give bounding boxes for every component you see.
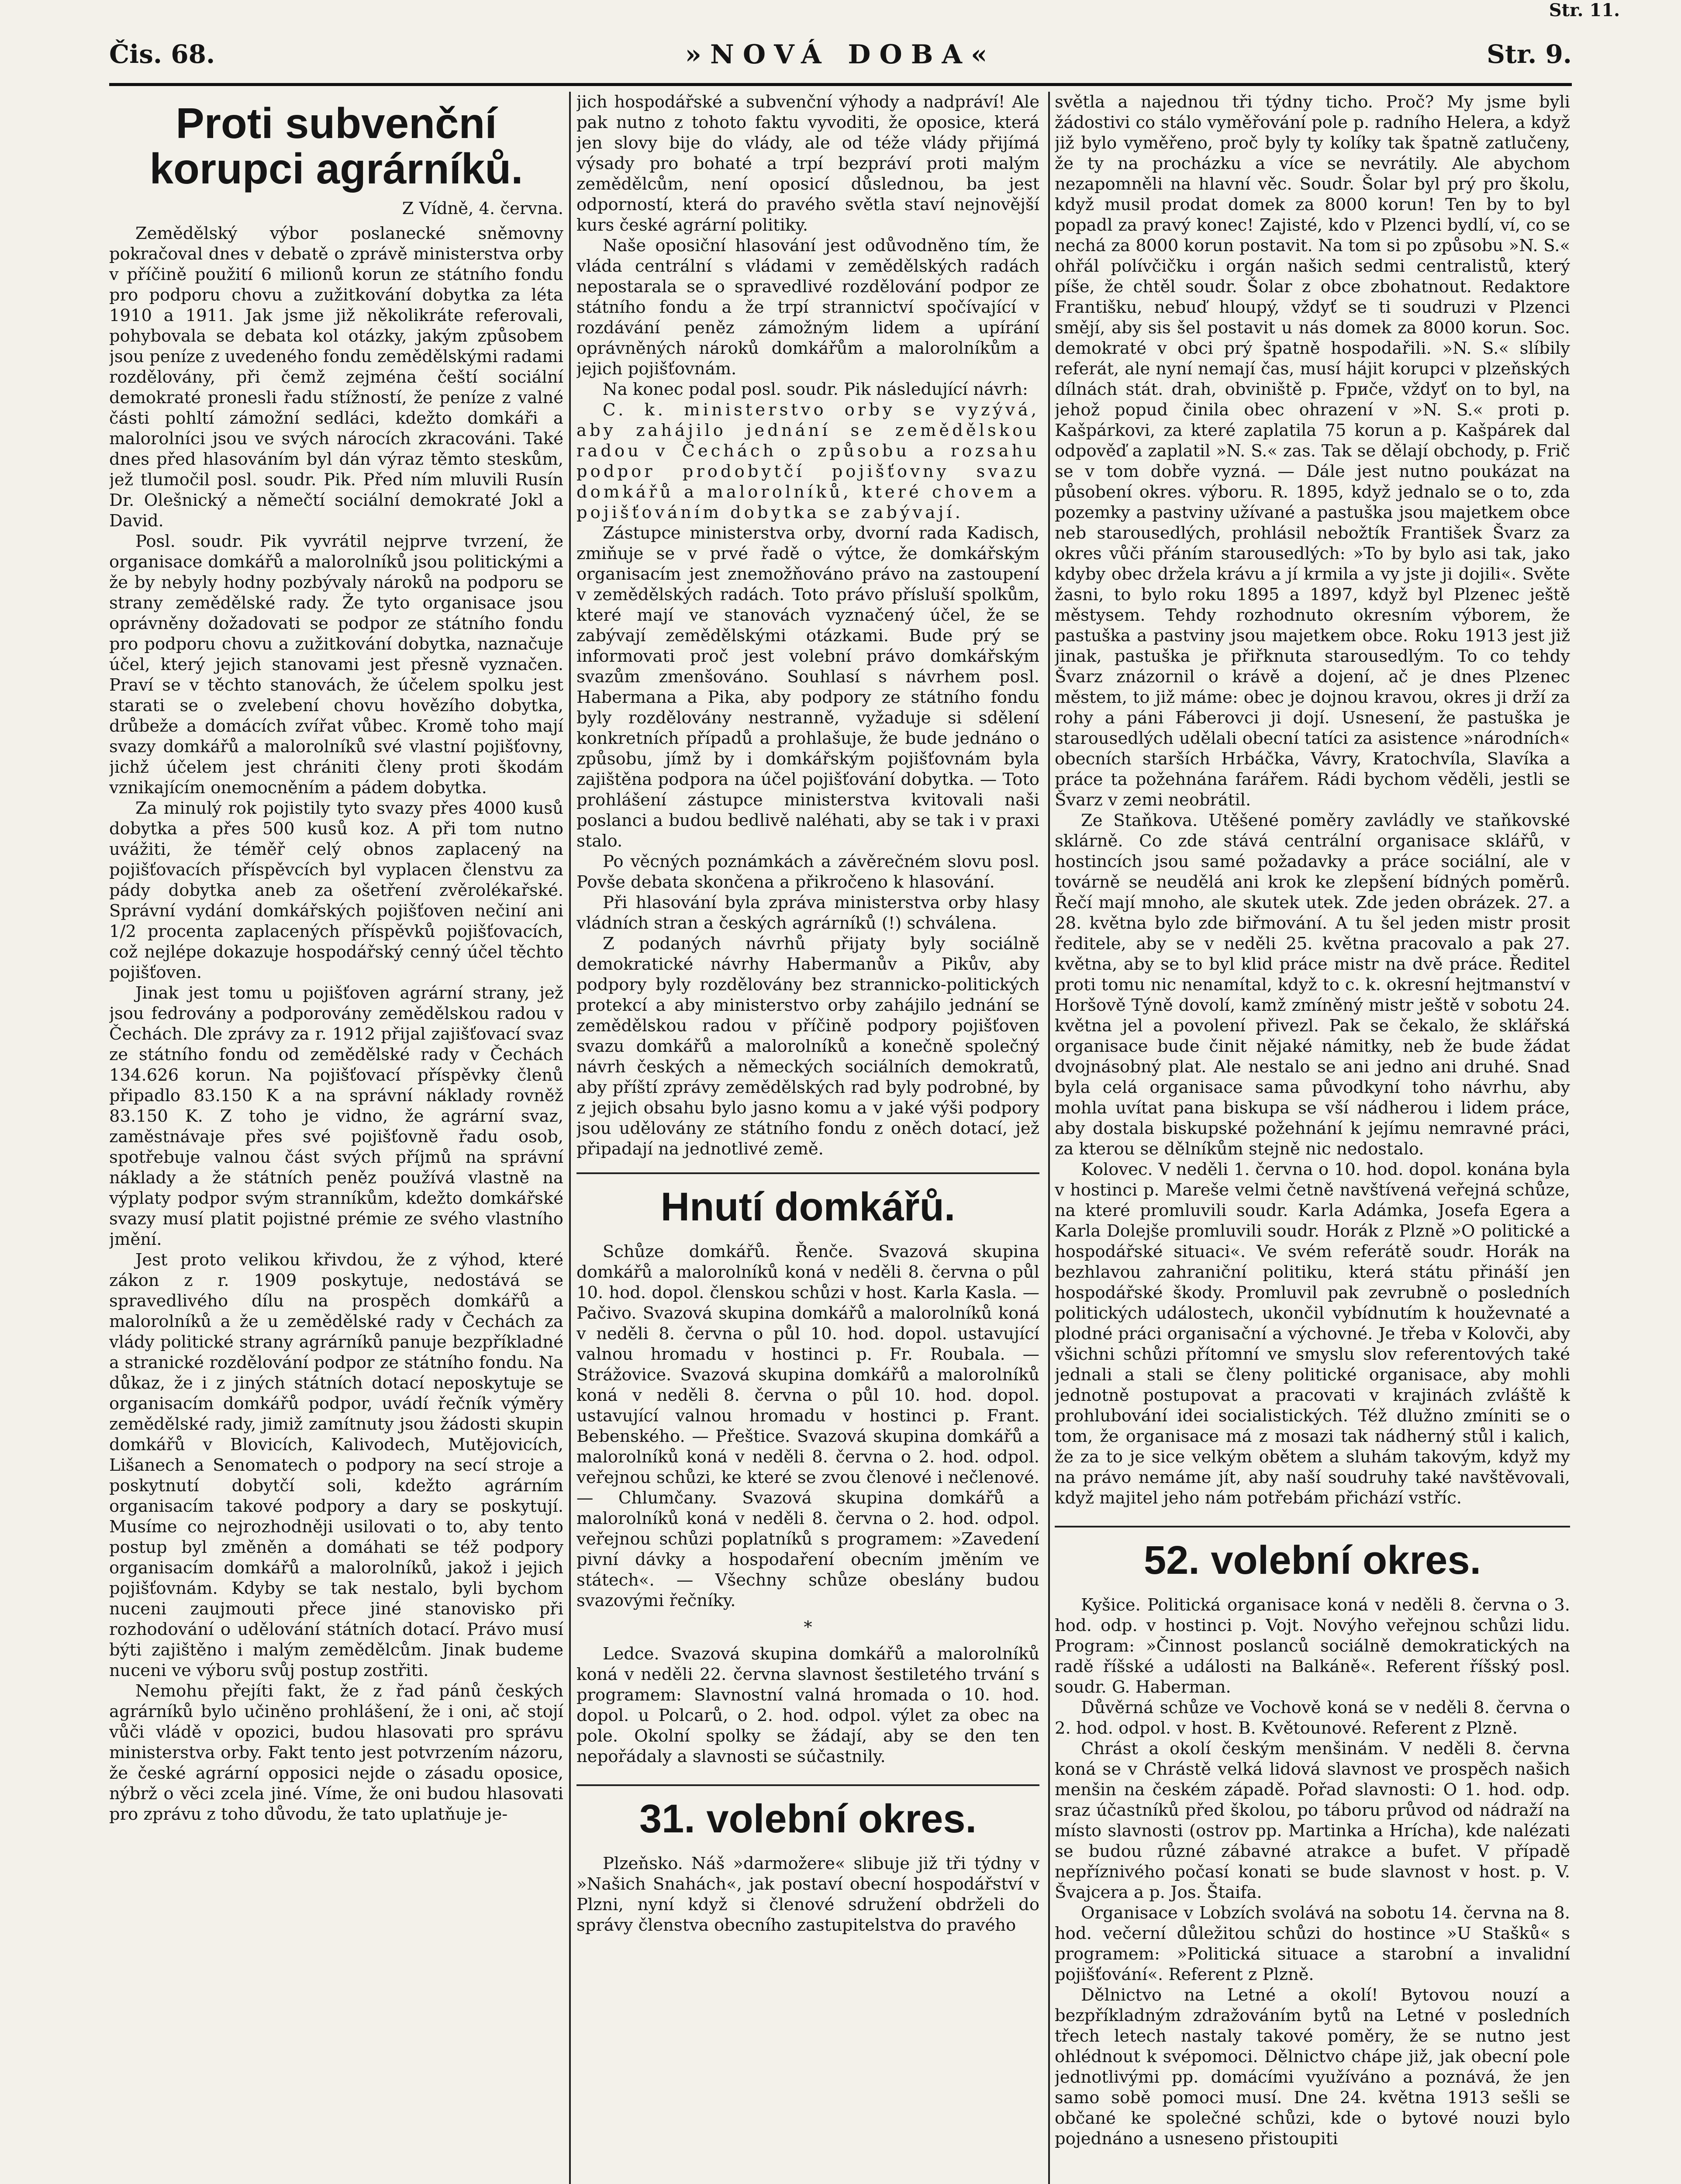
article-paragraph: Po věcných poznámkách a závěrečném slovu posl. Povše debata skončena a přikročeno k hlasování. <box>576 852 1039 892</box>
article-paragraph: Jinak jest tomu u pojišťoven agrární strany, jež jsou fedrovány a podporovány zemědělskou radou v Čechách. Dle zprávy za r. 1912 přijal zajišťovací svaz ze státního fondu od zemědělské rady v Čechách 134.626 korun. Na pojišťovací příspěvky členů připadlo 83.150 K a na správní náklady rovněž 83.150 K. Z toho je vidno, že agrární svaz, zaměstnávaje přes své pojišťovně řadu osob, spotřebuje valnou část svých příjmů na správní náklady a že státních peněz používá vlastně na výplaty podpor svým stranníkům, kdežto domkářské svazy musí platit pojistné prémie ze svého vlastního jmění. <box>109 983 563 1249</box>
page-number: Str. 9. <box>1487 39 1572 69</box>
article-paragraph: Na konec podal posl. soudr. Pik následující návrh: <box>603 380 1029 399</box>
article-paragraph: Za minulý rok pojistily tyto svazy přes 4000 kusů dobytka a přes 500 kusů koz. A při tom nutno uvážiti, že téměř celý obnos zaplacený na pojišťovacích příspěvcích byl vyplacen členstvu za pády dobytka aneb za ošetření zvěrolékařské. Správní vydání domkářských pojišťoven nečiní ani 1/2 procenta zaplacených příspěvků pojišťovacích, což nejlépe dokazuje hospodářský cenný účel těchto pojišťoven. <box>109 798 563 982</box>
article-dateline: Z Vídně, 4. června. <box>402 199 563 218</box>
column-1 <box>109 92 563 2184</box>
article-paragraph: Zemědělský výbor poslanecké sněmovny pokračoval dnes v debatě o zprávě ministerstva orby v příčině použití 6 milionů korun ze státního fondu pro podporu chovu a zužitkování dobytka za léta 1910 a 1911. Jak jsme již několikráte referovali, pohybovala se debata kol otázky, jakým způsobem jsou peníze z uvedeného fondu zemědělskými radami rozdělovány, při čemž zejména čeští sociální demokraté pronesli řadu stížností, že peníze z valné části pohltí zámožní sedláci, kdežto domkáři a malorolníci jsou ve svých nárocích zkracováni. Také dnes před hlasováním byl dán výraz těmto steskům, jež tlumočil posl. soudr. Pik. Před ním mluvili Rusín Dr. Olešnický a němečtí sociální demokraté Jokl a David. <box>109 224 563 531</box>
issue-number: Čis. 68. <box>109 39 215 69</box>
notice-paragraph: Kyšice. Politická organisace koná v neděli 8. června o 3. hod. odp. v hostinci p. Vojt. Novýho veřejnou schůzi lidu. Program: »Činnost poslanců sociálně demokratických na radě říšské a události na Balkáně«. Referent říšský posl. soudr. G. Haberman. <box>1055 1595 1570 1697</box>
page-corner-number: Str. 11. <box>1549 0 1620 21</box>
article-paragraph: Zástupce ministerstva orby, dvorní rada Kadisch, zmiňuje se v prvé řadě o výtce, že domkářským organisacím jest znemožňováno právo na zastoupení v zemědělských radách. Toto právo přísluší spolkům, které mají ve stanovách vyznačený účel, že se zabývají zemědělskými otázkami. Bude prý se informovati proč jest volební právo domkářským svazům zmenšováno. Souhlasí s návrhem posl. Habermana a Pika, aby podpory ze státního fondu byly rozdělovány nestranně, vyžaduje si sdělení konkretních případů a prohlašuje, že bude jednáno o způsobu, jímž by i domkářským pojišťovnám byla zajištěna podpora na účel pojišťování dobytka. — Toto prohlášení zástupce ministerstva kvitovali naši poslanci a budou bedlivě naléhati, aby se tak i v praxi stalo. <box>576 523 1039 851</box>
notice-paragraph: Důvěrná schůze ve Vochově koná se v neděli 8. června o 2. hod. odpol. v host. B. Květounové. Referent z Plzně. <box>1055 1698 1570 1738</box>
section-heading: Hnutí domkářů. <box>576 1172 1039 1231</box>
article-paragraph: Naše oposiční hlasování jest odůvodněno tím, že vláda centrální s vládami v zemědělských radách nepostarala se o spravedlivé rozdělování podpor ze státního fondu a že trpí strannictví spočívající v rozdávání peněz zámožným lidem a upírání oprávněných nároků domkářům a malorolníkům a jejich pojišťovnám. <box>576 236 1039 379</box>
article-paragraph: Nemohu přejíti fakt, že z řad pánů českých agrárníků bylo učiněno prohlášení, že i oni, ač stojí vůči vládě v opozici, budou hlasovati pro správu ministerstva orby. Fakt tento jest potvrzením názoru, že české agrární opposici nejde o zásadu oposice, nýbrž o věci zcela jiné. Víme, že oni budou hlasovati pro zprávu z toho důvodu, že tato uplatňuje je- <box>109 1681 563 1824</box>
notice-paragraph: Organisace v Lobzích svolává na sobotu 14. června na 8. hod. večerní důležitou schůzi do hostince »U Stašků« s programem: »Politická situace a starobní a invalidní pojišťování«. Referent z Plzně. <box>1055 1903 1570 1984</box>
section-heading: 31. volební okres. <box>576 1784 1039 1843</box>
column-3 <box>1055 92 1570 2184</box>
notice-paragraph: Dělnictvo na Letné a okolí! Bytovou nouzí a bezpříkladným zdražováním bytů na Letné v posledních třech letech nastaly takové poměry, že se nutno jest ohlédnout k svépomoci. Dělnictvo chápe již, jak obecní pole jednotlivými pp. domácími využíváno a poznává, že jen samo sobě pomoci musí. Dne 24. května 1913 sešli se občané ke společné schůzi, kde o bytové nouzi bylo pojednáno a usneseno přistoupiti <box>1055 1985 1570 2149</box>
paper-title: »NOVÁ DOBA« <box>685 39 996 70</box>
notice-paragraph: Chrást a okolí českým menšinám. V neděli 8. června koná se v Chrástě velká lidová slavnost ve prospěch našich menšin na českém západě. Pořad slavnosti: O 1. hod. odp. sraz účastníků před školou, po táboru průvod od nádraží na místo slavnosti (ostrov pp. Martinka a Hrícha), kde nalézati se budou různé zábavné atrakce a bufet. V případě nepříznivého počasí konati se bude slavnost v host. p. V. Švajcera a p. Jos. Štaifa. <box>1055 1739 1570 1902</box>
article-paragraph: světla a najednou tři týdny ticho. Proč? My jsme byli žádostivi co stálo vyměřování pole p. radního Helera, a když již bylo vyměřeno, proč byly ty kolíky tak špatně zatlučeny, že ty na procházku a více se nevrátily. Ale abychom nezapomněli na hlavní věc. Soudr. Šolar byl prý pro školu, když musil prodat domek za 8000 korun! Ten by to byl popadl za pravý konec! Zajisté, kdo v Plzenci bydlí, ví, co se nechá za 8000 korun postavit. Na tom si po způsobu »N. S.« ohřál polívčičku i orgán našich sedmi centralistů, který píše, že chtěl soudr. Šolar z obce zbohatnout. Redaktore Františku, nebuď hloupý, vždyť se ti soudruzi v Plzenci smějí, aby sis šel postavit u nás domek za 8000 korun. Soc. demokraté v obci prý špatně hospodařili. »N. S.« slíbily referát, ale nyní nemají čas, musí hájit korupci v plzeňských dílnách stát. drah, obviniště p. Fриčе, vždyť on to byl, na jehož popud činila obec ohrazení v »N. S.« proti p. Kašpárkovi, za které zaplatila 75 korun a p. Kašpárek dal odpověď a zaplatil »N. S.« zas. Tak se dělají obchody, p. Frič se v tom dobře vyzná. — Dále jest nutno poukázat na působení okres. výboru. R. 1895, když jednalo se o to, zda pozemky a pastviny užívané a pastuška jsou majetkem obce neb starousedlých, prohlásil nebožtík František Švarz za okres vůči přáním starousedlých: »To by bylo asi tak, jako kdyby obec držela krávu a jí krmila a vy jste ji dojili«. Světe žasni, to bylo roku 1895 a 1897, když byl Plzenec ještě městysem. Tehdy rozhodnuto okresním výborem, že pastuška a pastviny jsou majetkem obce. Roku 1913 jest již jinak, pastuška je přiřknuta starousedlým. To co tehdy Švarz znázornil o krávě a dojení, ač je dnes Plzenec městem, to již máme: obec je dojnou kravou, okres ji drží za rohy a páni Fáberovci ji dojí. Usnesení, že pastuška je starousedlých udělali obecní tatíci za asistence »národních« obecních starších Hrbáčka, Vávry, Kratochvíla, Slavíka a práce ta požehnána farářem. Rádi bychom věděli, jestli se Švarz v zemi neobrátil. <box>1055 92 1570 810</box>
notice-paragraph: Ledce. Svazová skupina domkářů a malorolníků koná v neděli 22. června slavnost šestiletého trvání s programem: Slavnostní valná hromada o 10. hod. dopol. u Polcarů, o 2. hod. odpol. výlet za obec na pole. Okolní spolky se žádají, aby se den ten nepořádaly a slavnosti se súčastnily. <box>576 1644 1039 1766</box>
article-paragraph: Jest proto velikou křivdou, že z výhod, které zákon z r. 1909 poskytuje, nedostává se spravedlivého dílu na prospěch domkářů a malorolníků a že u zemědělské rady v Čechách za vlády politické strany agrárníků panuje bezpříkladné a stranické rozdělování podpor ze státního fondu. Na důkaz, že i z jiných státních dotací neposkytuje se organisacím domkářů podpor, uvádí řečník výměry zemědělské rady, jimiž zamítnuty jsou žádosti skupin domkářů v Blovicích, Kalivodech, Mutějovicích, Lišanech a Senomatech o podpory na secí stroje a poskytnutí dobytčí soli, kdežto agrárním organisacím takové podpory a dary se poskytují. Musíme co nejrozhodněji usilovati o to, aby tento postup byl změněn a domáhati se též podpory organisacím domkářů a malorolníků, jakož i jejich pojišťovnám. Kdyby se tak nestalo, byli bychom nuceni zaujmouti přece jiné stanovisko při rozhodování o udělování státních dotací. Právo musí býti zajištěno i malým zemědělcům. Jinak budeme nuceni ve výboru svůj postup zostřiti. <box>109 1250 563 1680</box>
article-title: Proti subvenční korupci agrárníků. <box>149 99 523 193</box>
article-paragraph: Při hlasování byla zpráva ministerstva orby hlasy vládních stran a českých agrárníků (!) schválena. <box>576 893 1039 933</box>
section-heading: 52. volební okres. <box>1055 1526 1570 1584</box>
article-paragraph: Ze Staňkova. Utěšené poměry zavládly ve staňkovské sklárně. Co zde stává centrální organisace sklářů, v hostincích jsou samé požadavky a práce sociální, ale v továrně se neudělá ani krok ke zlepšení bídných poměrů. Řečí mají mnoho, ale skutek utek. Zde jeden obrázek. 27. a 28. května bylo zde biřmování. A tu šel jeden mistr prosit ředitele, aby se v neděli 25. května pracovalo a pak 27. května, aby se to byl klid práce mistr na dvě práce. Ředitel proti tomu nic nenamítal, když to c. k. okresní hejtmanství v Horšově Týně dovolí, kamž zmíněný mistr ještě v sobotu 24. května jel a povolení přivezl. Pak se čekalo, že sklářská organisace bude činit nějaké námitky, neb že bude žádat dvojnásobný plat. Ale nestalo se ani jedno ani druhé. Snad byla celá organisace sama původkyní toho návrhu, aby mohla uvítat pana biskupa se vší nádherou i lidem práce, aby dostala biskupské požehnání k jejímu nemravné práci, za kterou se dělníkům stejně nic nedostalo. <box>1055 811 1570 1159</box>
notice-paragraph: Schůze domkářů. Řenče. Svazová skupina domkářů a malorolníků koná v neděli 8. června o půl 10. hod. dopol. členskou schůzi v host. Karla Kasla. — Pačivo. Svazová skupina domkářů a malorolníků koná v neděli 8. června o půl 10. hod. dopol. ustavující valnou hromadu v hostinci p. Fr. Roubala. — Strážovice. Svazová skupina domkářů a malorolníků koná v neděli 8. června o půl 10. hod. dopol. ustavující valnou hromadu v hostinci p. Frant. Bebenského. — Přeštice. Svazová skupina domkářů a malorolníků koná v neděli 8. června o 2. hod. odpol. veřejnou schůzi, ke které se zvou členové i nečlenové. — Chlumčany. Svazová skupina domkářů a malorolníků koná v neděli 8. června o 2. hod. odpol. veřejnou schůzi poplatníků s programem: »Zavedení pivní dávky a hospodaření obecním jměním ve státech«. — Všechny schůze obeslány budou svazovými řečníky. <box>576 1242 1039 1610</box>
page-header <box>109 26 1572 79</box>
separator-star: * <box>804 1617 812 1637</box>
header-rule <box>109 83 1572 86</box>
column-2 <box>576 92 1039 2184</box>
article-paragraph: jich hospodářské a subvenční výhody a nadpráví! Ale pak nutno z tohoto faktu vyvoditi, že oposice, která jen slovy bije do vlády, ale od téže vlády přijímá výsady pro bohaté a trpí bezpráví proti malým zemědělcům, není oposicí důslednou, ba jest odporností, která do pravého světla staví nejnovější kurs české agrární politiky. <box>576 92 1039 235</box>
column-divider-1 <box>569 92 571 2184</box>
column-divider-2 <box>1048 92 1050 2184</box>
article-paragraph: Kolovec. V neděli 1. června o 10. hod. dopol. konána byla v hostinci p. Mareše velmi četně navštívená veřejná schůze, na které promluvili soudr. Karla Adámka, Josefa Egera a Karla Dolejše promluvili soudr. Horák z Plzně »O politické a hospodářské situaci«. Ve svém referátě soudr. Horák na bezhlavou zahraniční politiku, která státu přináší jen hospodářské škody. Promluvil pak zevrubně o posledních politických událostech, ukončil vybídnutím k houževnaté a plodné práci organisační a výchovné. Je třeba v Kolovči, aby všichni schůzi přítomní ve smyslu slov referentových také jednali a stali se členy politické organisace, aby mohli jednotně postupovat a pracovati v krajinách zvláště k prohlubování idei socialistických. Též dlužno zmíniti se o tom, že organisace má z mosazi tak nádherný stůl i kalich, že za to je sice velkým obětem a sluhám takovým, když my na právo nemáme jít, aby naší soudruhy také navštěvovali, když majitel jeho nám potřebám přichází vstříc. <box>1055 1160 1570 1508</box>
article-paragraph: Z podaných návrhů přijaty byly sociálně demokratické návrhy Habermanův a Pikův, aby podpory byly rozdělovány bez strannicko-politických protekcí a aby ministerstvo orby zahájilo jednání se zemědělskou radou v příčině podpory pojišťoven svazu domkářů a malorolníků a konečně společný návrh českých a německých sociálních demokratů, aby příští zprávy zemědělských rad byly podrobné, by z jejich obsahu bylo jasno komu a v jaké výši podpory jsou udělovány ze státního fondu z oněch dotací, jež připadají na jednotlivé země. <box>576 934 1039 1159</box>
article-paragraph: Posl. soudr. Pik vyvrátil nejprve tvrzení, že organisace domkářů a malorolníků jsou politickými a že by nebyly hodny pozbývaly nároků na podporu se strany zemědělské rady. Že tyto organisace jsou oprávněny dožadovati se podpor ze státního fondu pro podporu chovu a zužitkování dobytka, naznačuje účel, který jejich stanovami jest přesně vyznačen. Praví se v těchto stanovách, že účelem spolku jest starati se o zvelebení chovu hovězího dobytka, drůbeže a domácích zvířat vůbec. Kromě toho mají svazy domkářů a malorolníků své vlastní pojišťovny, jichž účelem jest chrániti členy proti škodám vznikajícím onemocněním a pádem dobytka. <box>109 532 563 798</box>
motion-text: C. k. ministerstvo orby se vyzývá, aby zahájilo jednání se zemědělskou radou v Čechách o způsobu a rozsahu podpor prodobytčí pojišťovny svazu domkářů a malorolníků, které chovem a pojišťováním dobytka se zabývají. <box>576 400 1039 522</box>
notice-paragraph: Plzeňsko. Náš »darmožere« slibuje již tři týdny v »Našich Snahách«, jak postaví obecní hospodářství v Plzni, nyní když si členové sdružení obdrželi do správy členstva obecního zastupitelstva do pravého <box>576 1854 1039 1935</box>
